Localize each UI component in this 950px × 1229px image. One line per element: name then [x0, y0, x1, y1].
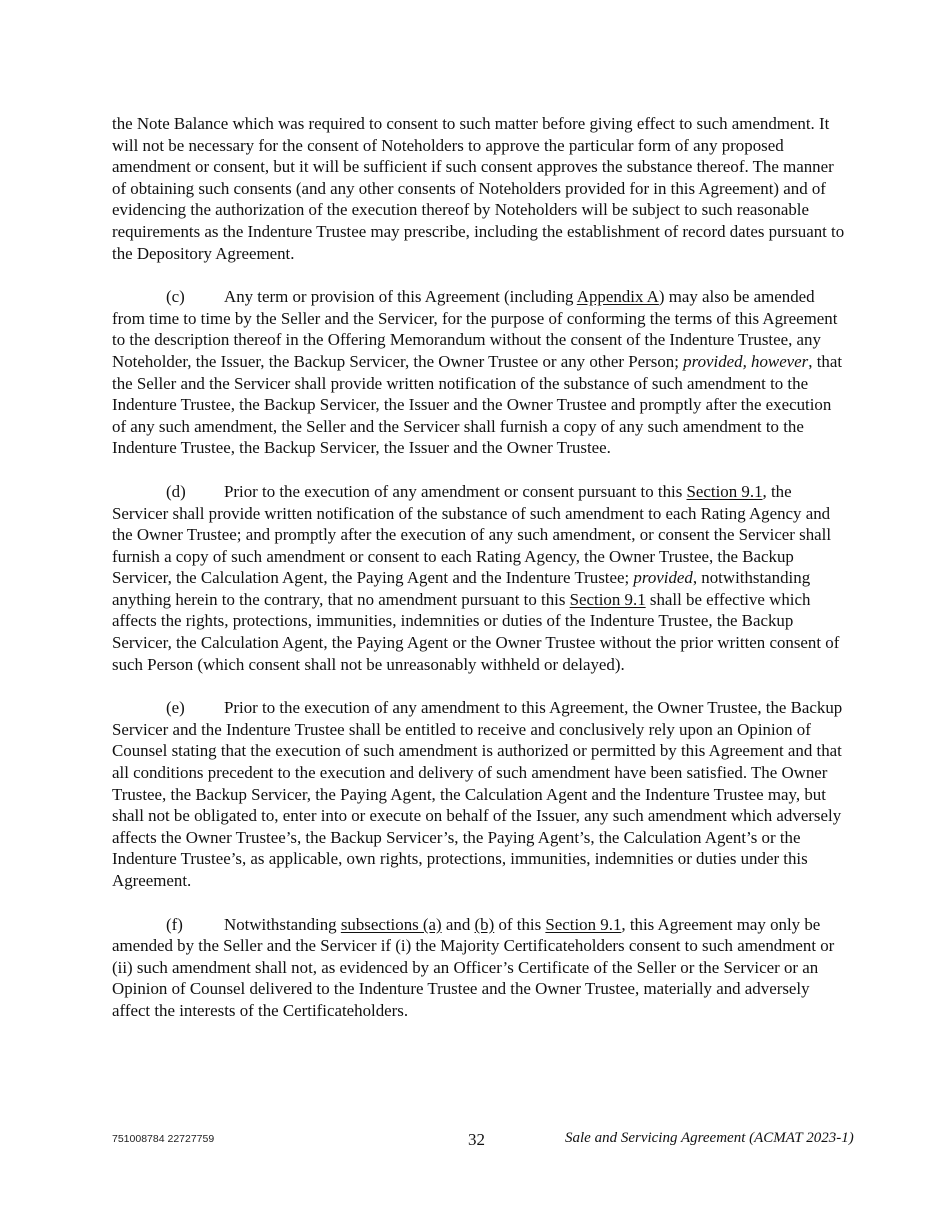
- proviso-emphasis: provided: [633, 568, 693, 588]
- subsection-reference: (b): [474, 914, 495, 934]
- paragraph-label: (e): [166, 698, 185, 718]
- paragraph-e: (e) Prior to the execution of any amendment to this Agreement, the Owner Trustee, the Backup Servicer and the Indenture Trustee shall be entitled to receive and conclusively rely upon an Opinion of Counsel stating that the execution of such amendment is authorized or permitted by this Agreement and that all conditions precedent to the execution and delivery of such amendment have been satisfied. The Owner Trustee, the Backup Servicer, the Paying Agent, the Calculation Agent and the Indenture Trustee may, but shall not be obligated to, enter into or execute on behalf of the Issuer, any such amendment which adversely affects the Owner Trustee’s, the Backup Servicer’s, the Paying Agent’s, the Calculation Agent’s or the Indenture Trustee’s, as applicable, own rights, protections, immunities, indemnities or duties under this Agreement.: [112, 698, 843, 890]
- paragraph-d: (d) Prior to the execution of any amendment or consent pursuant to this Section 9.1, the Servicer shall provide written notification of the substance of such amendment to each Rating Agency and the Owner Trustee; and promptly after the execution of any such amendment, or consent the Servicer shall furnish a copy of such amendment or consent to each Rating Agency, the Owner Trustee, the Backup Servicer, the Calculation Agent, the Paying Agent and the Indenture Trustee; provided, notwithstanding anything herein to the contrary, that no amendment pursuant to this Section 9.1 shall be effective which affects the rights, protections, immunities, indemnities or duties of the Indenture Trustee, the Backup Servicer, the Calculation Agent, the Paying Agent or the Owner Trustee without the prior written consent of such Person (which consent shall not be unreasonably withheld or delayed).: [112, 481, 840, 674]
- section-reference: Section 9.1: [569, 589, 646, 609]
- subsection-reference: subsections (a): [340, 914, 442, 934]
- paragraph-continued: the Note Balance which was required to consent to such matter before giving effect to such amendment. It will not be necessary for the consent of Noteholders to approve the particular form of any proposed amendment or consent, but it will be sufficient if such consent approves the substance thereof. The manner of obtaining such consents (and any other consents of Noteholders provided for in this Agreement) and of evidencing the authorization of the execution thereof by Noteholders will be subject to such reasonable requirements as the Indenture Trustee may prescribe, including the establishment of record dates pursuant to the Depository Agreement.: [112, 114, 845, 263]
- section-reference: Section 9.1: [686, 481, 763, 501]
- paragraph-f: (f) Notwithstanding subsections (a) and (b) of this Section 9.1, this Agreement may only be amended by the Seller and the Servicer if (i) the Majority Certificateholders consent to such amendment or (ii) such amendment shall not, as evidenced by an Officer’s Certificate of the Seller or the Servicer or an Opinion of Counsel delivered to the Indenture Trustee and the Owner Trustee, materially and adversely affect the interests of the Certificateholders.: [112, 914, 835, 1020]
- section-reference: Section 9.1: [545, 914, 622, 934]
- paragraph-label: (c): [166, 287, 185, 307]
- footer-doc-id: 751008784 22727759: [112, 1133, 215, 1145]
- footer-doc-title: Sale and Servicing Agreement (ACMAT 2023-1): [565, 1130, 854, 1146]
- paragraph-c: (c) Any term or provision of this Agreement (including Appendix A) may also be amended from time to time by the Seller and the Servicer, for the purpose of conforming the terms of this Agreement to the description thereof in the Offering Memorandum without the consent of the Indenture Trustee, any Noteholder, the Issuer, the Backup Servicer, the Owner Trustee or any other Person; provided, however, that the Seller and the Servicer shall provide written notification of the substance of such amendment to the Indenture Trustee, the Backup Servicer, the Issuer and the Owner Trustee and promptly after the execution of any such amendment, the Seller and the Servicer shall furnish a copy of any such amendment to the Indenture Trustee, the Backup Servicer, the Issuer and the Owner Trustee.: [112, 287, 843, 458]
- body-text: [112, 113, 846, 1044]
- proviso-emphasis: provided, however: [683, 351, 809, 371]
- paragraph-label: (d): [166, 481, 186, 501]
- paragraph-label: (f): [166, 914, 183, 934]
- page-number: 32: [468, 1130, 485, 1149]
- appendix-a-reference: Appendix A: [576, 287, 659, 307]
